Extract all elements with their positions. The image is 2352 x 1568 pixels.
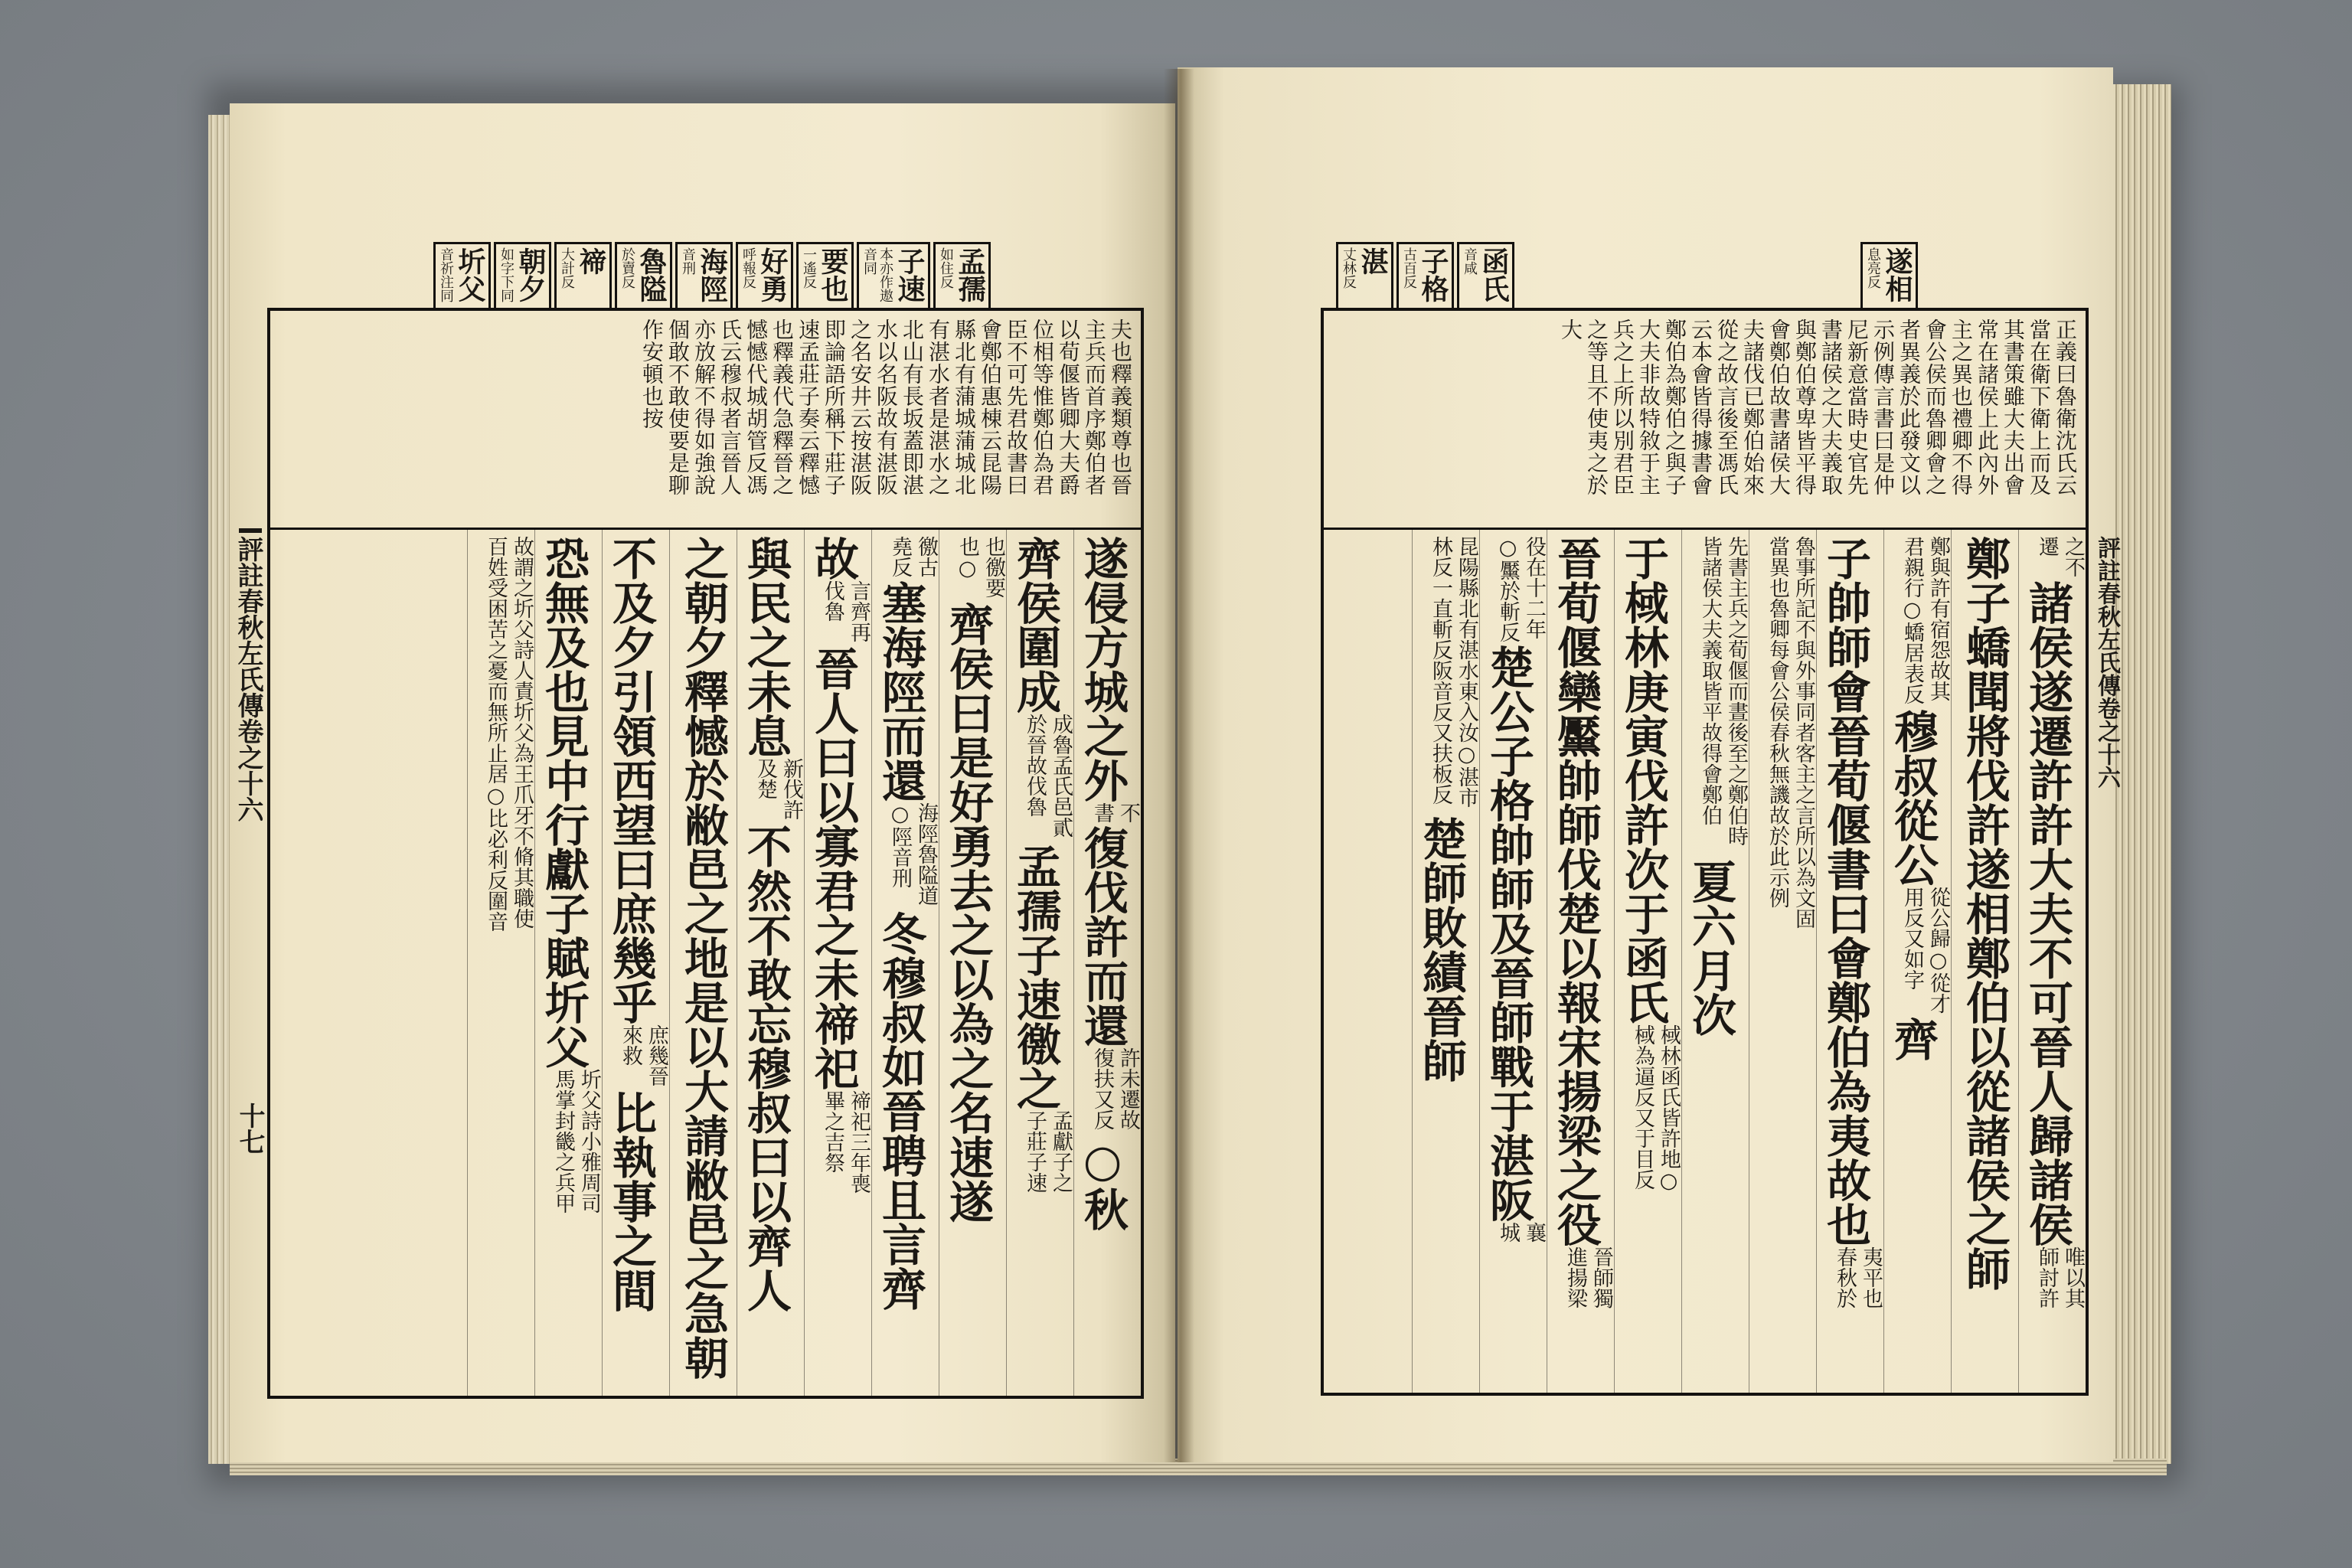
gloss-reading-note: 本亦作遨音同 (861, 247, 893, 302)
main-text-segment: 楚師敗績晉師 (1415, 816, 1467, 1083)
gloss-reading-note: 如住反 (938, 247, 954, 289)
gloss-headword: 函氏 (1478, 247, 1510, 302)
gloss-box (1396, 242, 1454, 308)
gloss-box (675, 242, 733, 308)
commentary-annotation: 故謂之圻父詩人責圻父為王爪牙不脩其職使百姓受困苦之憂而無所止居○比必利反圍音 (484, 536, 534, 932)
right-main-text (1324, 530, 2086, 1393)
gloss-reading-note: 丈林反 (1341, 247, 1357, 289)
text-column (1479, 530, 1547, 1393)
text-column (1006, 530, 1073, 1396)
fish-tail-mark (239, 528, 262, 533)
gloss-headword: 遂相 (1881, 247, 1913, 302)
main-text-segment: 不然不敢忘穆叔曰以齊人 (740, 824, 792, 1312)
right-text-frame (1321, 308, 2089, 1396)
right-gloss-strip (1336, 242, 1918, 308)
gloss-box (554, 242, 612, 308)
gloss-reading-note: 古百反 (1401, 247, 1417, 289)
commentary-annotation: 晉師獨進揚梁 (1563, 1246, 1613, 1308)
left-gloss-strip (342, 242, 991, 308)
commentary-annotation: 夷平也春秋於 (1833, 1246, 1883, 1308)
commentary-annotation: 唯以其師討許 (2035, 1246, 2085, 1308)
text-column (871, 530, 939, 1396)
main-text-segment: 晉荀偃欒黶帥師伐楚以報宋揚梁之役 (1550, 536, 1602, 1246)
right-headnote: 正義曰魯衛沈氏云當在衛下衛上而及其書策雖大夫出會常在諸侯上此內外主之異也禮卿不得會公侯而魯卿會之者異義於此發文以示例傳言書曰是仲尼新意當時史官先書諸侯之大夫義取與鄭伯尊卑皆平得會鄭伯故書諸侯大夫諸伐已鄭伯始來從之故言後至馮氏云本會皆得據書會鄭伯為鄭伯之與子大夫非故特敘于主兵之上所以別君臣之等且不使夷之於大 (1558, 318, 2078, 496)
main-text-segment: 穆叔從公 (1886, 709, 1939, 887)
main-text-segment: 遂侵方城之外 (1076, 536, 1129, 802)
gloss-headword: 海陘 (696, 247, 728, 302)
text-column (534, 530, 602, 1396)
gloss-headword: 魯隘 (635, 247, 668, 302)
text-column (1951, 530, 2018, 1393)
main-text-segment: 不及夕引領西望曰庶幾乎 (605, 536, 657, 1024)
gloss-headword: 子速 (893, 247, 926, 302)
text-column (1614, 530, 1681, 1393)
text-column (1412, 530, 1479, 1393)
left-leaf-number: 十七 (234, 1102, 265, 1155)
main-text-segment: 齊侯圍成 (1009, 536, 1061, 714)
main-text-segment: 齊 (1886, 1017, 1939, 1061)
gloss-box (1457, 242, 1514, 308)
gloss-box (433, 242, 491, 308)
main-text-segment: 比執事之間 (605, 1090, 657, 1312)
gloss-box (1336, 242, 1393, 308)
main-text-segment: 復伐許而還 (1076, 825, 1129, 1047)
main-text-segment: 冬穆叔如晉聘且言齊 (874, 911, 926, 1311)
commentary-annotation: 許未遷故復扶又反 (1090, 1047, 1140, 1130)
main-text-segment: 恐無及也見中行獻子賦圻父 (537, 536, 590, 1069)
book-gutter (1164, 69, 1194, 1462)
gloss-box (857, 242, 930, 308)
text-column (1816, 530, 1883, 1393)
commentary-annotation: 成魯孟氏邑貳於晉故伐魯 (1023, 714, 1073, 838)
commentary-annotation: 庶幾晉來救 (619, 1024, 668, 1086)
commentary-annotation: 昆陽縣北有湛水東入汝○湛市林反一直斬反阪音反又扶板反 (1429, 536, 1478, 808)
gloss-reading-note: 呼報反 (740, 247, 756, 289)
main-text-segment: 晉人曰以寡君之未禘祀 (807, 646, 859, 1090)
text-column (602, 530, 669, 1396)
commentary-annotation: 禘祀三年喪畢之吉祭 (821, 1090, 871, 1194)
main-text-segment: 楚公子格帥師及晉師戰于湛阪 (1482, 645, 1534, 1222)
main-text-segment: 塞海陘而還 (874, 580, 926, 802)
text-column (1883, 530, 1951, 1393)
gloss-box (615, 242, 672, 308)
gloss-box (494, 242, 551, 308)
commentary-annotation: 役在十二年○黶於斬反 (1496, 536, 1546, 642)
commentary-annotation: 徼古堯反 (888, 536, 938, 577)
left-text-frame (267, 308, 1144, 1399)
left-main-text (270, 530, 1141, 1396)
commentary-annotation: 鄭與許有宿怨故其君親行○蟜居表反 (1900, 536, 1950, 704)
text-column (1749, 530, 1816, 1393)
main-text-segment: 于棫林庚寅伐許次于函氏 (1617, 536, 1669, 1024)
text-column (804, 530, 871, 1396)
text-column (939, 530, 1006, 1396)
gloss-box (736, 242, 793, 308)
gloss-reading-note: 音祈注同 (438, 247, 454, 302)
text-column (737, 530, 804, 1396)
text-column (1547, 530, 1614, 1393)
right-margin-title: 評註春秋左氏傳卷之十六 (2093, 536, 2120, 789)
gloss-box (933, 242, 991, 308)
gloss-reading-note: 音刑 (680, 247, 696, 275)
gloss-headword: 禘 (575, 247, 607, 275)
commentary-annotation: 言齊再伐魯 (821, 580, 871, 642)
gloss-reading-note: 一遙反 (801, 247, 817, 289)
gloss-headword: 好勇 (756, 247, 789, 302)
commentary-annotation: 棫林函氏皆許地○棫為逼反又于目反 (1631, 1024, 1681, 1193)
gloss-headword: 圻父 (454, 247, 486, 302)
gloss-reading-note: 大計反 (559, 247, 575, 289)
commentary-annotation: 圻父詩小雅周司馬掌封畿之兵甲 (551, 1069, 601, 1214)
main-text-segment: 齊侯曰是好勇去之以為之名速遂 (942, 602, 994, 1223)
commentary-annotation: 孟獻子之子莊子速 (1023, 1110, 1073, 1193)
text-column (1073, 530, 1141, 1396)
main-text-segment: 故 (807, 536, 859, 580)
gloss-reading-note: 如字下同 (498, 247, 514, 302)
text-column (467, 530, 534, 1396)
gloss-headword: 湛 (1357, 247, 1389, 275)
gloss-headword: 孟孺 (954, 247, 986, 302)
gloss-headword: 要也 (817, 247, 849, 302)
text-column (1681, 530, 1749, 1393)
left-headnote: 夫也釋義類尊也晉主兵而首序鄭伯者以荀偃皆卿大夫爵位相等惟鄭伯為君臣不可先君故書曰會鄭伯惠棟云昆陽縣北有蒲城蒲城北有湛水者是湛水之北山有長坂蓋即湛水以名阪故有湛阪之名安井云按湛阪即論語所稱下莊子速孟莊子奏云釋憾也釋義代急釋晉之憾憾代城胡管反馮氏云穆叔者言晉人亦放解不得如強說個敢不敢使要是聊作安頓也按 (639, 318, 1133, 496)
left-margin-title: 評註春秋左氏傳卷之十六 (233, 536, 263, 822)
main-text-segment: 夏六月次 (1684, 859, 1736, 1037)
text-column (2018, 530, 2086, 1393)
main-text-segment: 諸侯遂遷許許大夫不可晉人歸諸侯 (2021, 580, 2073, 1246)
left-upper-register (270, 311, 1141, 530)
main-text-segment: 與民之未息 (740, 536, 792, 758)
main-text-segment: 子帥師會晉荀偃書曰會鄭伯為夷故也 (1819, 536, 1871, 1246)
commentary-annotation: 海陘魯隘道○陘音刑 (888, 802, 938, 906)
main-text-segment: ○秋 (1076, 1135, 1129, 1231)
gloss-reading-note: 息亮反 (1865, 247, 1881, 289)
gloss-reading-note: 於賣反 (619, 247, 635, 289)
gloss-box (796, 242, 854, 308)
gloss-box (1860, 242, 1918, 308)
main-text-segment: 之朝夕釋憾於敝邑之地是以大請敝邑之急朝 (677, 536, 729, 1380)
gloss-headword: 朝夕 (514, 247, 547, 302)
gloss-headword: 子格 (1417, 247, 1449, 302)
commentary-annotation: 從公歸○從才用反又如字 (1900, 887, 1950, 1014)
gloss-reading-note: 音咸 (1462, 247, 1478, 275)
commentary-annotation: 不書 (1090, 802, 1140, 823)
commentary-annotation: 新伐許及楚 (753, 758, 803, 820)
main-text-segment: 鄭子蟜聞將伐許遂相鄭伯以從諸侯之師 (1958, 536, 2011, 1291)
commentary-annotation: 之不遷 (2035, 536, 2085, 577)
text-column (669, 530, 737, 1396)
commentary-annotation: 魯事所記不與外事同者客主之言所以為文固當異也魯卿每會公侯春秋無譏故於此示例 (1766, 536, 1815, 929)
commentary-annotation: 也徼要也○ (956, 536, 1005, 598)
commentary-annotation: 先書主兵之荀偃而晝後至之鄭伯時皆諸侯大夫義取皆平故得會鄭伯 (1698, 536, 1748, 846)
commentary-annotation: 襄城 (1496, 1222, 1546, 1243)
main-text-segment: 孟孺子速徼之 (1009, 844, 1061, 1110)
right-upper-register (1324, 311, 2086, 530)
